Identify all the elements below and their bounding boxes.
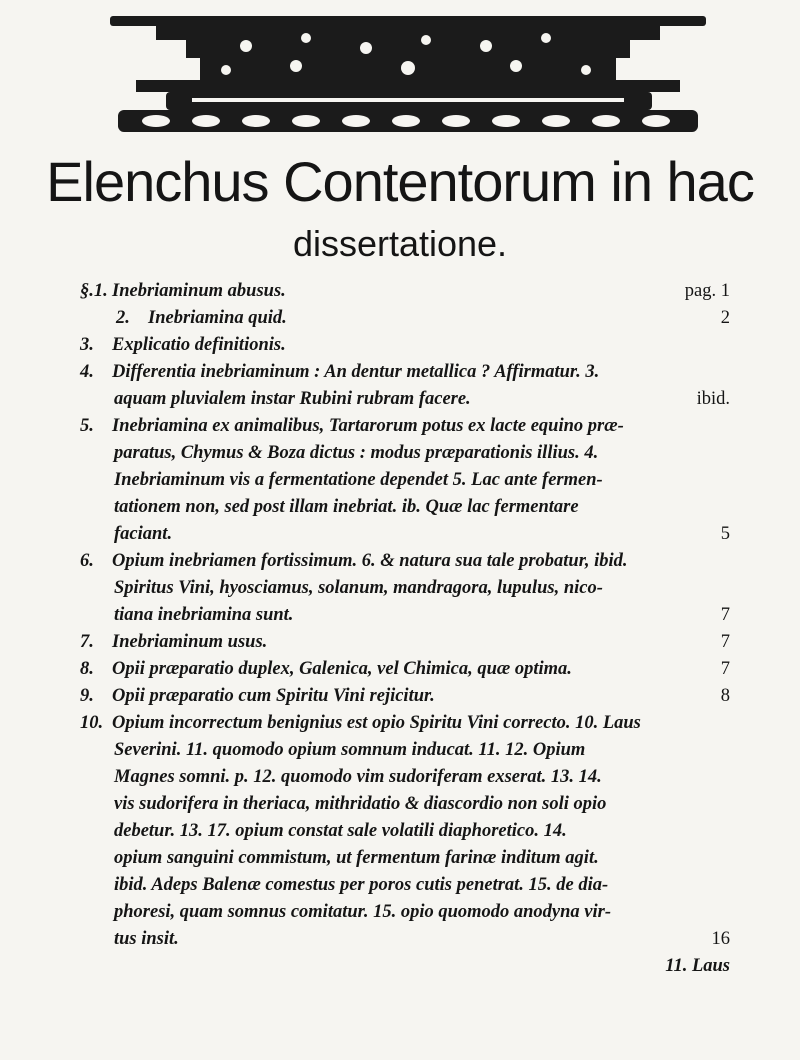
- entry-text: faciant.: [114, 524, 173, 544]
- entry-text: phoresi, quam somnus comitatur. 15. opio quomodo anodyna vir-: [114, 902, 612, 922]
- list-item: [80, 521, 730, 548]
- entry-text: Inebriaminum usus.: [112, 632, 268, 652]
- entry-text: debetur. 13. 17. opium constat sale volatili diaphoretico. 14.: [114, 821, 567, 841]
- entry-number: 9.: [80, 686, 94, 706]
- entry-page: 7: [720, 659, 730, 679]
- entry-page: 16: [711, 929, 730, 949]
- entry-number: 8.: [80, 659, 94, 679]
- list-item: [80, 737, 730, 764]
- list-item: [80, 656, 730, 683]
- list-item: [80, 332, 730, 359]
- contents-list: [80, 278, 730, 976]
- entry-page: 7: [720, 605, 730, 625]
- entry-text: opium sanguini commistum, ut fermentum farinæ inditum agit.: [114, 848, 599, 868]
- floral-ornament-band: [96, 16, 720, 144]
- entry-page: 8: [720, 686, 730, 706]
- list-item: [80, 926, 730, 953]
- page-title: Elenchus Contentorum in hac: [46, 150, 754, 213]
- list-item: [80, 683, 730, 710]
- entry-text: Spiritus Vini, hyosciamus, solanum, mandragora, lupulus, nico-: [114, 578, 603, 598]
- list-item: [80, 872, 730, 899]
- entry-number: 10.: [80, 713, 104, 733]
- list-item: [80, 413, 730, 440]
- floral-ornament-icon: [96, 16, 720, 144]
- entry-text: Opii præparatio cum Spiritu Vini rejicitur.: [112, 686, 435, 706]
- list-item: [80, 440, 730, 467]
- list-item: [80, 467, 730, 494]
- list-item: [80, 575, 730, 602]
- entry-number: 5.: [80, 416, 94, 436]
- list-item: [80, 791, 730, 818]
- list-item: [80, 548, 730, 575]
- entry-page: pag. 1: [684, 281, 730, 301]
- list-item: [80, 710, 730, 737]
- list-item: [80, 494, 730, 521]
- entry-text: Magnes somni. p. 12. quomodo vim sudoriferam exserat. 13. 14.: [114, 767, 602, 787]
- entry-text: vis sudorifera in theriaca, mithridatio & diascordio non soli opio: [114, 794, 607, 814]
- entry-number: 3.: [80, 335, 94, 355]
- list-item: [80, 818, 730, 845]
- list-item: [80, 899, 730, 926]
- entry-page: 5: [720, 524, 730, 544]
- entry-text: Inebriaminum vis a fermentatione dependet 5. Lac ante fermen-: [114, 470, 603, 490]
- entry-text: aquam pluvialem instar Rubini rubram facere.: [114, 389, 471, 409]
- entry-text: ibid. Adeps Balenæ comestus per poros cutis penetrat. 15. de dia-: [114, 875, 609, 895]
- entry-text: Opii præparatio duplex, Galenica, vel Chimica, quæ optima.: [112, 659, 572, 679]
- list-item: [80, 386, 730, 413]
- list-item: [80, 845, 730, 872]
- list-item: [80, 359, 730, 386]
- list-item: [80, 764, 730, 791]
- entry-text: paratus, Chymus & Boza dictus : modus præparationis illius. 4.: [114, 443, 599, 463]
- list-item: [80, 305, 730, 332]
- entry-text: tus insit.: [114, 929, 179, 949]
- entry-text: Inebriamina quid.: [148, 308, 287, 328]
- entry-text: Inebriamina ex animalibus, Tartarorum potus ex lacte equino præ-: [112, 416, 624, 436]
- entry-page: 2: [720, 308, 730, 328]
- page-subtitle: dissertatione.: [292, 223, 508, 264]
- list-item: [80, 602, 730, 629]
- entry-text: tationem non, sed post illam inebriat. ib. Quæ lac fermentare: [114, 497, 579, 517]
- entry-text: Differentia inebriaminum : An dentur metallica ? Affirmatur. 3.: [112, 362, 600, 382]
- entry-number: 2.: [116, 308, 130, 328]
- entry-text: Opium inebriamen fortissimum. 6. & natura sua tale probatur, ibid.: [112, 551, 628, 571]
- list-item: [80, 278, 730, 305]
- entry-number: 6.: [80, 551, 94, 571]
- entry-number: 7.: [80, 632, 94, 652]
- entry-number: §.1.: [80, 281, 108, 301]
- entry-text: tiana inebriamina sunt.: [114, 605, 294, 625]
- entry-number: 4.: [80, 362, 94, 382]
- entry-text: Inebriaminum abusus.: [112, 281, 286, 301]
- entry-text: Explicatio definitionis.: [112, 335, 286, 355]
- entry-text: Opium incorrectum benignius est opio Spiritu Vini correcto. 10. Laus: [112, 713, 641, 733]
- entry-page: 7: [720, 632, 730, 652]
- catchword: 11. Laus: [665, 956, 730, 976]
- entry-page: ibid.: [696, 389, 730, 409]
- list-item: [80, 629, 730, 656]
- entry-text: Severini. 11. quomodo opium somnum inducat. 11. 12. Opium: [114, 740, 586, 760]
